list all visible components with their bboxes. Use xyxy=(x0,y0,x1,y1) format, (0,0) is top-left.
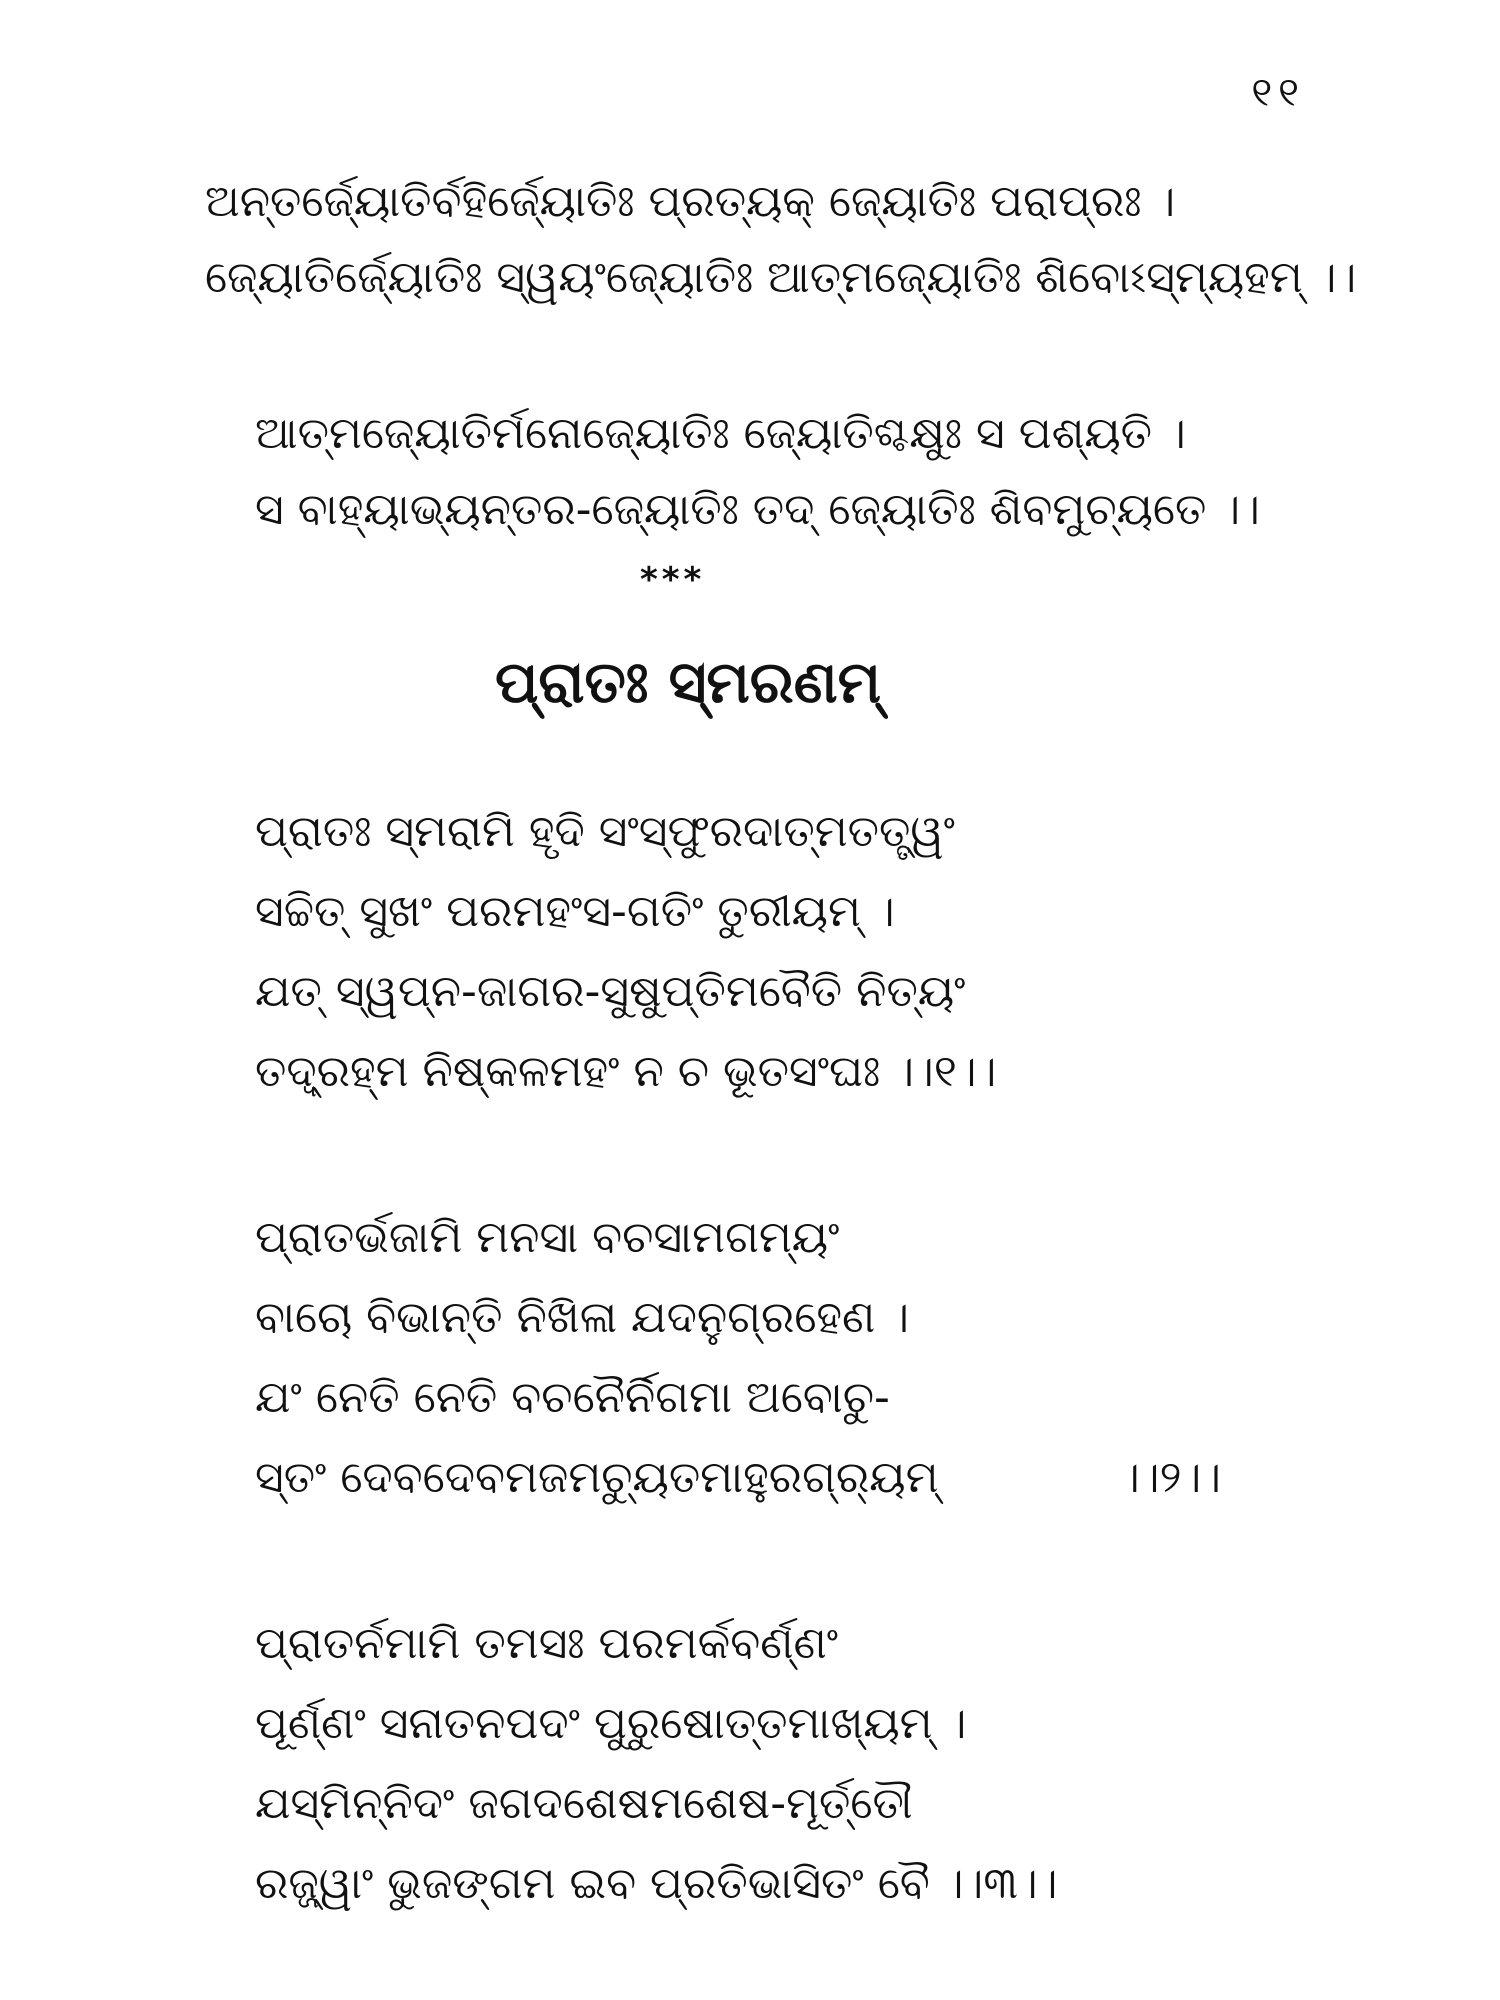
stanza-2-line-3: ଯଂ ନେତି ନେତି ବଚନୈର୍ନିଗମା ଅବୋଚୁ- xyxy=(255,1372,890,1423)
stanza-1-line-4: ତଦ୍ବ୍ରହ୍ମ ନିଷ୍କଳମହଂ ନ ଚ ଭୂତସଂଘଃ ।।୧।। xyxy=(255,1046,997,1097)
stanza-3-line-4: ରଜ୍ଜ୍ୱାଂ ଭୁଜଙ୍ଗମ ଇବ ପ୍ରତିଭାସିତଂ ବୈ ।।୩।। xyxy=(255,1858,1058,1909)
stanza-2-number: ।।୨।। xyxy=(1120,1452,1222,1503)
stanza-2-line-2: ବାଚୋ ବିଭାନ୍ତି ନିଖିଳା ଯଦନୁଗ୍ରହେଣ । xyxy=(255,1292,910,1343)
opening-verse-2-line-1: ଆତ୍ମଜ୍ୟୋତିର୍ମନୋଜ୍ୟୋତିଃ ଜ୍ୟୋତିଶ୍ଚକ୍ଷୁଃ ସ ପଶ୍ୟତି । xyxy=(255,408,1186,459)
stanza-2-line-4: ସ୍ତଂ ଦେବଦେବମଜମଚ୍ୟୁତମାହୁରଗ୍ର୍ୟମ୍ xyxy=(255,1452,939,1503)
stanza-2-line-1: ପ୍ରାତର୍ଭଜାମି ମନସା ବଚସାମଗମ୍ୟଂ xyxy=(255,1212,840,1263)
section-separator: *** xyxy=(640,560,706,600)
section-title: ପ୍ରାତଃ ସ୍ମରଣମ୍ xyxy=(495,648,881,716)
stanza-1-line-1: ପ୍ରାତଃ ସ୍ମରାମି ହୃଦି ସଂସ୍ଫୁରଦାତ୍ମତତ୍ତ୍ୱଂ xyxy=(255,806,955,857)
opening-verse-2-line-2: ସ ବାହ୍ୟାଭ୍ୟନ୍ତର-ଜ୍ୟୋତିଃ ତଦ୍ ଜ୍ୟୋତିଃ ଶିବମୁଚ୍ୟତେ ।। xyxy=(255,484,1260,535)
stanza-1-line-3: ଯତ୍ ସ୍ୱପ୍ନ-ଜାଗର-ସୁଷୁପ୍ତିମବୈତି ନିତ୍ୟଂ xyxy=(255,966,966,1017)
stanza-3-line-2: ପୂର୍ଣ୍ଣଂ ସନାତନପଦଂ ପୁରୁଷୋତ୍ତମାଖ୍ୟମ୍ । xyxy=(255,1698,967,1749)
stanza-3-line-3: ଯସ୍ମିନ୍ନିଦଂ ଜଗଦଶେଷମଶେଷ-ମୂର୍ତ୍ତୌ xyxy=(255,1778,913,1829)
page-number: ୧୧ xyxy=(1251,70,1305,116)
stanza-1-line-2: ସଚ୍ଚିତ୍ ସୁଖଂ ପରମହଂସ-ଗତିଂ ତୁରୀୟମ୍ । xyxy=(255,886,895,937)
stanza-3-line-1: ପ୍ରାତର୍ନମାମି ତମସଃ ପରମର୍କବର୍ଣ୍ଣଂ xyxy=(255,1618,839,1669)
opening-verse-1-line-2: ଜ୍ୟୋତିର୍ଜ୍ୟୋତିଃ ସ୍ୱୟଂଜ୍ୟୋତିଃ ଆତ୍ମଜ୍ୟୋତିଃ ଶିବୋଽସ୍ମ୍ୟହମ୍ ।। xyxy=(205,252,1357,303)
opening-verse-1-line-1: ଅନ୍ତର୍ଜ୍ୟୋତିର୍ବହିର୍ଜ୍ୟୋତିଃ ପ୍ରତ୍ୟକ୍ ଜ୍ୟୋତିଃ ପରାପ୍ରଃ । xyxy=(205,176,1176,227)
